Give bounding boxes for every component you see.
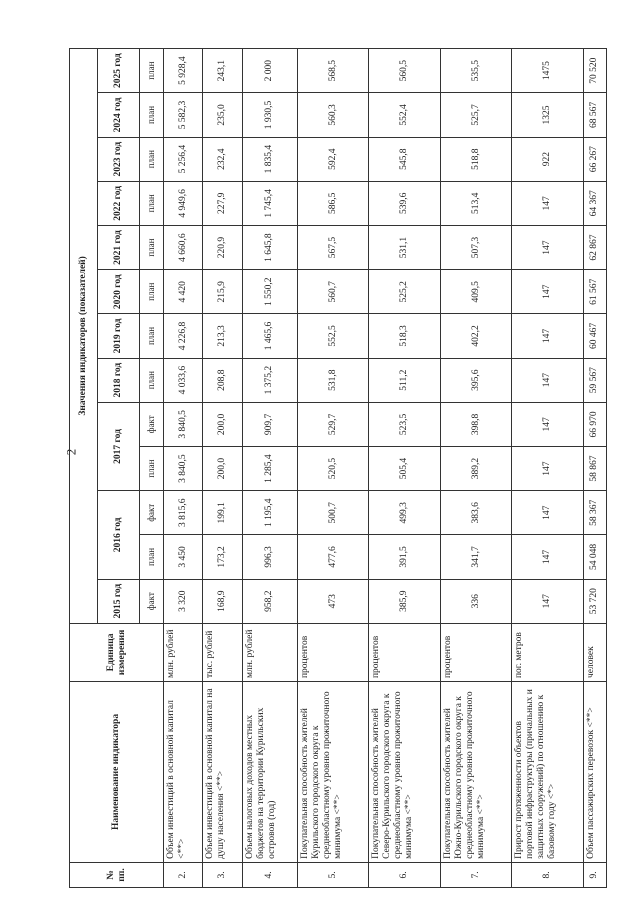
subheader: план bbox=[140, 358, 164, 402]
table-row bbox=[164, 49, 203, 888]
value-cell: 147 bbox=[512, 225, 583, 269]
table-row bbox=[203, 49, 242, 888]
header-values: Значения индикаторов (показателей) bbox=[70, 49, 98, 624]
indicator-name: Объем инвестиций в основной капитал <**> bbox=[164, 682, 203, 863]
unit-cell: процентов bbox=[369, 623, 440, 681]
value-cell: 232,4 bbox=[203, 137, 242, 181]
value-cell: 70 520 bbox=[583, 49, 606, 93]
value-cell: 535,5 bbox=[440, 49, 511, 93]
subheader: план bbox=[140, 49, 164, 93]
unit-cell: процентов bbox=[440, 623, 511, 681]
value-cell: 5 928,4 bbox=[164, 49, 203, 93]
value-cell: 147 bbox=[512, 270, 583, 314]
value-cell: 227,9 bbox=[203, 181, 242, 225]
value-cell: 53 720 bbox=[583, 579, 606, 623]
header-year-2016: 2016 год bbox=[98, 491, 140, 579]
header-name: Наименование индикатора bbox=[70, 682, 164, 863]
value-cell: 68 567 bbox=[583, 93, 606, 137]
value-cell: 552,4 bbox=[369, 93, 440, 137]
unit-cell: процентов bbox=[298, 623, 369, 681]
header-num: № пп. bbox=[70, 862, 164, 887]
value-cell: 909,7 bbox=[242, 402, 297, 446]
value-cell: 523,5 bbox=[369, 402, 440, 446]
value-cell: 66 267 bbox=[583, 137, 606, 181]
header-year-2022: 2022 год bbox=[98, 181, 140, 225]
value-cell: 529,7 bbox=[298, 402, 369, 446]
value-cell: 3 840,5 bbox=[164, 402, 203, 446]
unit-cell: человек bbox=[583, 623, 606, 681]
value-cell: 64 367 bbox=[583, 181, 606, 225]
value-cell: 4 949,6 bbox=[164, 181, 203, 225]
header-unit: Единица измерения bbox=[70, 623, 164, 681]
unit-cell: тыс. рублей bbox=[203, 623, 242, 681]
value-cell: 243,1 bbox=[203, 49, 242, 93]
header-year-2015: 2015 год bbox=[98, 579, 140, 623]
value-cell: 1 465,6 bbox=[242, 314, 297, 358]
value-cell: 173,2 bbox=[203, 535, 242, 579]
value-cell: 996,3 bbox=[242, 535, 297, 579]
value-cell: 213,3 bbox=[203, 314, 242, 358]
value-cell: 958,2 bbox=[242, 579, 297, 623]
value-cell: 61 567 bbox=[583, 270, 606, 314]
value-cell: 1 835,4 bbox=[242, 137, 297, 181]
subheader: план bbox=[140, 314, 164, 358]
header-year-2023: 2023 год bbox=[98, 137, 140, 181]
row-number: 4. bbox=[242, 862, 297, 887]
value-cell: 1 195,4 bbox=[242, 491, 297, 535]
value-cell: 215,9 bbox=[203, 270, 242, 314]
row-number: 3. bbox=[203, 862, 242, 887]
value-cell: 545,8 bbox=[369, 137, 440, 181]
value-cell: 341,7 bbox=[440, 535, 511, 579]
value-cell: 499,3 bbox=[369, 491, 440, 535]
value-cell: 200,0 bbox=[203, 402, 242, 446]
table-row bbox=[583, 49, 606, 888]
unit-cell: млн. рублей bbox=[242, 623, 297, 681]
row-number: 6. bbox=[369, 862, 440, 887]
value-cell: 4 420 bbox=[164, 270, 203, 314]
header-year-2019: 2019 год bbox=[98, 314, 140, 358]
subheader: план bbox=[140, 446, 164, 490]
indicator-name: Объем инвестиций в основной капитал на душу населения <**> bbox=[203, 682, 242, 863]
value-cell: 59 567 bbox=[583, 358, 606, 402]
value-cell: 385,9 bbox=[369, 579, 440, 623]
value-cell: 147 bbox=[512, 491, 583, 535]
value-cell: 1 375,2 bbox=[242, 358, 297, 402]
value-cell: 500,7 bbox=[298, 491, 369, 535]
indicator-name: Объем налоговых доходов местных бюджетов на территории Курильских островов (год) bbox=[242, 682, 297, 863]
table-row bbox=[440, 49, 511, 888]
indicator-name: Покупательная способность жителей Южно-Курильского городского округа к среднеобластному уровню прожиточного минимума <**> bbox=[440, 682, 511, 863]
value-cell: 147 bbox=[512, 314, 583, 358]
value-cell: 568,5 bbox=[298, 49, 369, 93]
value-cell: 147 bbox=[512, 579, 583, 623]
value-cell: 592,4 bbox=[298, 137, 369, 181]
subheader: факт bbox=[140, 402, 164, 446]
value-cell: 391,5 bbox=[369, 535, 440, 579]
value-cell: 147 bbox=[512, 181, 583, 225]
value-cell: 477,6 bbox=[298, 535, 369, 579]
subheader: факт bbox=[140, 491, 164, 535]
value-cell: 220,9 bbox=[203, 225, 242, 269]
value-cell: 1 645,8 bbox=[242, 225, 297, 269]
value-cell: 3 320 bbox=[164, 579, 203, 623]
value-cell: 1475 bbox=[512, 49, 583, 93]
value-cell: 3 815,6 bbox=[164, 491, 203, 535]
value-cell: 507,3 bbox=[440, 225, 511, 269]
value-cell: 531,8 bbox=[298, 358, 369, 402]
value-cell: 395,6 bbox=[440, 358, 511, 402]
subheader: план bbox=[140, 93, 164, 137]
subheader: план bbox=[140, 137, 164, 181]
value-cell: 567,5 bbox=[298, 225, 369, 269]
value-cell: 560,7 bbox=[298, 270, 369, 314]
value-cell: 402,2 bbox=[440, 314, 511, 358]
unit-cell: млн. рублей bbox=[164, 623, 203, 681]
value-cell: 147 bbox=[512, 358, 583, 402]
value-cell: 520,5 bbox=[298, 446, 369, 490]
value-cell: 60 467 bbox=[583, 314, 606, 358]
value-cell: 199,1 bbox=[203, 491, 242, 535]
value-cell: 62 867 bbox=[583, 225, 606, 269]
indicator-name: Прирост протяженности объектов портовой инфраструктуры (причальных и защитных сооружений) по отношению к базовому году <*> bbox=[512, 682, 583, 863]
value-cell: 525,2 bbox=[369, 270, 440, 314]
value-cell: 5 582,3 bbox=[164, 93, 203, 137]
value-cell: 560,5 bbox=[369, 49, 440, 93]
value-cell: 513,4 bbox=[440, 181, 511, 225]
table-row bbox=[369, 49, 440, 888]
value-cell: 539,6 bbox=[369, 181, 440, 225]
header-year-2017: 2017 год bbox=[98, 402, 140, 490]
subheader: план bbox=[140, 535, 164, 579]
subheader: план bbox=[140, 270, 164, 314]
value-cell: 552,5 bbox=[298, 314, 369, 358]
row-number: 5. bbox=[298, 862, 369, 887]
value-cell: 505,4 bbox=[369, 446, 440, 490]
value-cell: 5 256,4 bbox=[164, 137, 203, 181]
value-cell: 1 550,2 bbox=[242, 270, 297, 314]
value-cell: 200,0 bbox=[203, 446, 242, 490]
row-number: 9. bbox=[583, 862, 606, 887]
value-cell: 531,1 bbox=[369, 225, 440, 269]
value-cell: 336 bbox=[440, 579, 511, 623]
value-cell: 208,8 bbox=[203, 358, 242, 402]
table-row bbox=[242, 49, 297, 888]
table-row bbox=[298, 49, 369, 888]
value-cell: 147 bbox=[512, 535, 583, 579]
value-cell: 58 867 bbox=[583, 446, 606, 490]
value-cell: 58 367 bbox=[583, 491, 606, 535]
header-year-2018: 2018 год bbox=[98, 358, 140, 402]
value-cell: 518,8 bbox=[440, 137, 511, 181]
subheader: факт bbox=[140, 579, 164, 623]
value-cell: 525,7 bbox=[440, 93, 511, 137]
value-cell: 54 048 bbox=[583, 535, 606, 579]
value-cell: 398,8 bbox=[440, 402, 511, 446]
value-cell: 3 450 bbox=[164, 535, 203, 579]
subheader: план bbox=[140, 181, 164, 225]
header-year-2024: 2024 год bbox=[98, 93, 140, 137]
value-cell: 560,3 bbox=[298, 93, 369, 137]
value-cell: 147 bbox=[512, 402, 583, 446]
value-cell: 473 bbox=[298, 579, 369, 623]
value-cell: 518,3 bbox=[369, 314, 440, 358]
value-cell: 147 bbox=[512, 446, 583, 490]
subheader: план bbox=[140, 225, 164, 269]
value-cell: 3 840,5 bbox=[164, 446, 203, 490]
table-row bbox=[512, 49, 583, 888]
value-cell: 389,2 bbox=[440, 446, 511, 490]
value-cell: 4 033,6 bbox=[164, 358, 203, 402]
value-cell: 586,5 bbox=[298, 181, 369, 225]
header-year-2021: 2021 год bbox=[98, 225, 140, 269]
value-cell: 4 226,8 bbox=[164, 314, 203, 358]
value-cell: 1 745,4 bbox=[242, 181, 297, 225]
value-cell: 511,2 bbox=[369, 358, 440, 402]
page-number: 2 bbox=[63, 448, 79, 456]
indicators-table bbox=[69, 48, 607, 888]
row-number: 7. bbox=[440, 862, 511, 887]
value-cell: 168,9 bbox=[203, 579, 242, 623]
header-year-2020: 2020 год bbox=[98, 270, 140, 314]
value-cell: 1 285,4 bbox=[242, 446, 297, 490]
value-cell: 66 970 bbox=[583, 402, 606, 446]
unit-cell: пог. метров bbox=[512, 623, 583, 681]
header-year-2025: 2025 год bbox=[98, 49, 140, 93]
value-cell: 2 000 bbox=[242, 49, 297, 93]
row-number: 8. bbox=[512, 862, 583, 887]
value-cell: 383,6 bbox=[440, 491, 511, 535]
value-cell: 922 bbox=[512, 137, 583, 181]
indicator-name: Объем пассажирских перевозок <**> bbox=[583, 682, 606, 863]
value-cell: 4 660,6 bbox=[164, 225, 203, 269]
row-number: 2. bbox=[164, 862, 203, 887]
value-cell: 1325 bbox=[512, 93, 583, 137]
indicator-name: Покупательная способность жителей Курильского городского округа к среднеобластному уровню прожиточного минимума <**> bbox=[298, 682, 369, 863]
indicator-name: Покупательная способность жителей Северо-Курильского городского округа к среднеобластному уровню прожиточного минимума <**> bbox=[369, 682, 440, 863]
table-body bbox=[164, 49, 607, 888]
value-cell: 409,5 bbox=[440, 270, 511, 314]
value-cell: 1 930,5 bbox=[242, 93, 297, 137]
rotated-table-container bbox=[69, 48, 607, 888]
value-cell: 235,0 bbox=[203, 93, 242, 137]
